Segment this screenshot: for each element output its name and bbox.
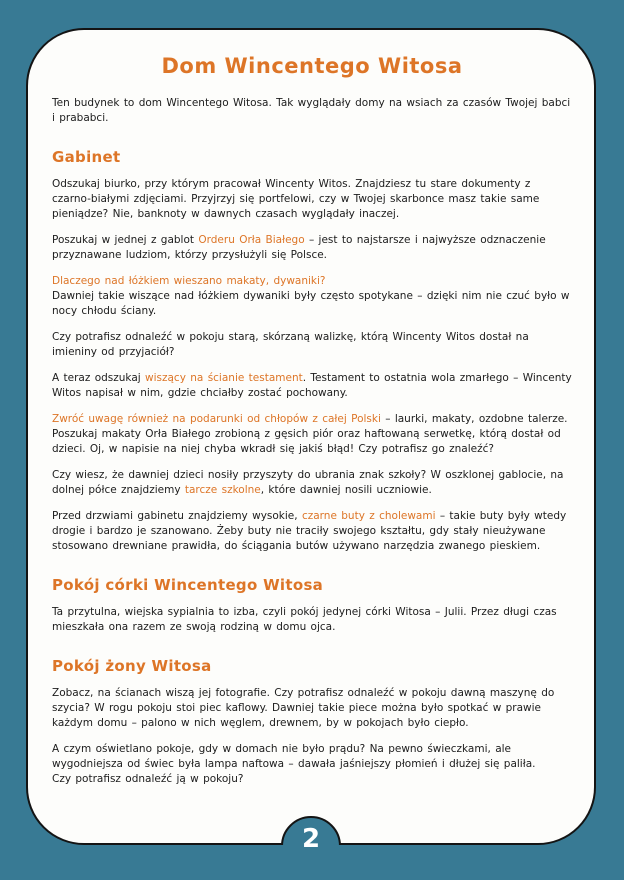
highlight-text: czarne buty z cholewami [301,510,436,522]
paragraph [52,233,572,263]
body-text: Ta przytulna, wiejska sypialnia to izba, czyli pokój jedynej córki Witosa – Julii. Przez długi czas mieszkała ona razem ze swoją rodziną w domu ojca. [52,606,557,633]
paragraph [52,274,572,319]
highlight-text: Dlaczego nad łóżkiem wieszano makaty, dywaniki? [52,275,326,287]
body-text: Poszukaj w jednej z gablot [52,234,199,246]
body-text: Przed drzwiami gabinetu znajdziemy wysokie, [52,510,302,522]
paragraph [52,371,572,401]
paragraph [52,177,572,222]
body-text: Czy potrafisz odnaleźć w pokoju starą, skórzaną walizkę, którą Wincenty Witos dostał na imieniny od przyjaciół? [52,331,529,358]
body-text: , które dawniej nosili uczniowie. [260,484,432,496]
body-text: Ten budynek to dom Wincentego Witosa. Tak wyglądały domy na wsiach za czasów Twojej babci i prababci. [52,97,571,124]
highlight-text: Zwróć uwagę również na podarunki od chłopów z całej Polski [52,413,381,425]
section-heading: Pokój córki Wincentego Witosa [52,576,324,594]
body-text: – laurki, makaty, ozdobne talerze. Poszukaj makaty Orła Białego zrobioną z gęsich piór oraz haftowaną serwetkę, którą dostał od dzieci. Oj, w napisie na niej chyba wkradł się jakiś błąd! Czy potrafisz go znaleźć? [52,413,568,455]
body-text: Odszukaj biurko, przy którym pracował Wincenty Witos. Znajdziesz tu stare dokumenty z czarno-białymi zdjęciami. Przyjrzyj się portfelowi, czy w Twojej skarbonce masz takie same pieniądze? Nie, banknoty w dawnych czasach wyglądały inaczej. [52,178,540,220]
paragraph [52,742,572,787]
paragraph [52,96,572,126]
section-heading: Gabinet [52,148,121,166]
page-number: 2 [301,824,321,854]
page-title: Dom Wincentego Witosa [161,54,463,78]
content-card [26,28,596,845]
body-text: A czym oświetlano pokoje, gdy w domach nie było prądu? Na pewno świeczkami, ale wygodniejsza od świec była lampa naftowa – dawała jaśniejszy płomień i dłużej się paliła. [52,743,536,770]
paragraph [52,412,572,457]
body-text: Czy wiesz, że dawniej dzieci nosiły przyszyty do ubrania znak szkoły? W oszklonej gablocie, na dolnej półce znajdziemy [52,469,564,496]
body-text: Czy potrafisz odnaleźć ją w pokoju? [52,773,244,785]
section-heading: Pokój żony Witosa [52,657,212,675]
body-text: – takie buty były wtedy drogie i bardzo je szanowano. Żeby buty nie traciły swojego kształtu, gdy stały nieużywane stosowano drewniane prawidła, do ściągania butów używano narzędzia zwanego pieskiem. [52,510,567,552]
card-content [52,96,572,787]
body-text: A teraz odszukaj [52,372,146,384]
highlight-text: Orderu Orła Białego [198,234,305,246]
body-text: Dawniej takie wiszące nad łóżkiem dywaniki były często spotykane – dzięki nim nie czuć było w nocy chłodu ściany. [52,290,570,317]
body-text: Zobacz, na ścianach wiszą jej fotografie. Czy potrafisz odnaleźć w pokoju dawną maszynę do szycia? W rogu pokoju stoi piec kaflowy. Dawniej takie piece można było spotkać w prawie każdym domu – palono w nich węglem, drewnem, by w pokojach było ciepło. [52,687,555,729]
body-text: . Testament to ostatnia wola zmarłego – Wincenty Witos napisał w nim, gdzie chciałby zostać pochowany. [52,372,572,399]
highlight-text: wiszący na ścianie testament [145,372,303,384]
highlight-text: tarcze szkolne [184,484,261,496]
body-text: – jest to najstarsze i najwyższe odznaczenie przyznawane ludziom, którzy przysłużyli się Polsce. [52,234,546,261]
paragraph [52,330,572,360]
paragraph [52,605,572,635]
paragraph [52,686,572,731]
paragraph [52,468,572,498]
paragraph [52,509,572,554]
